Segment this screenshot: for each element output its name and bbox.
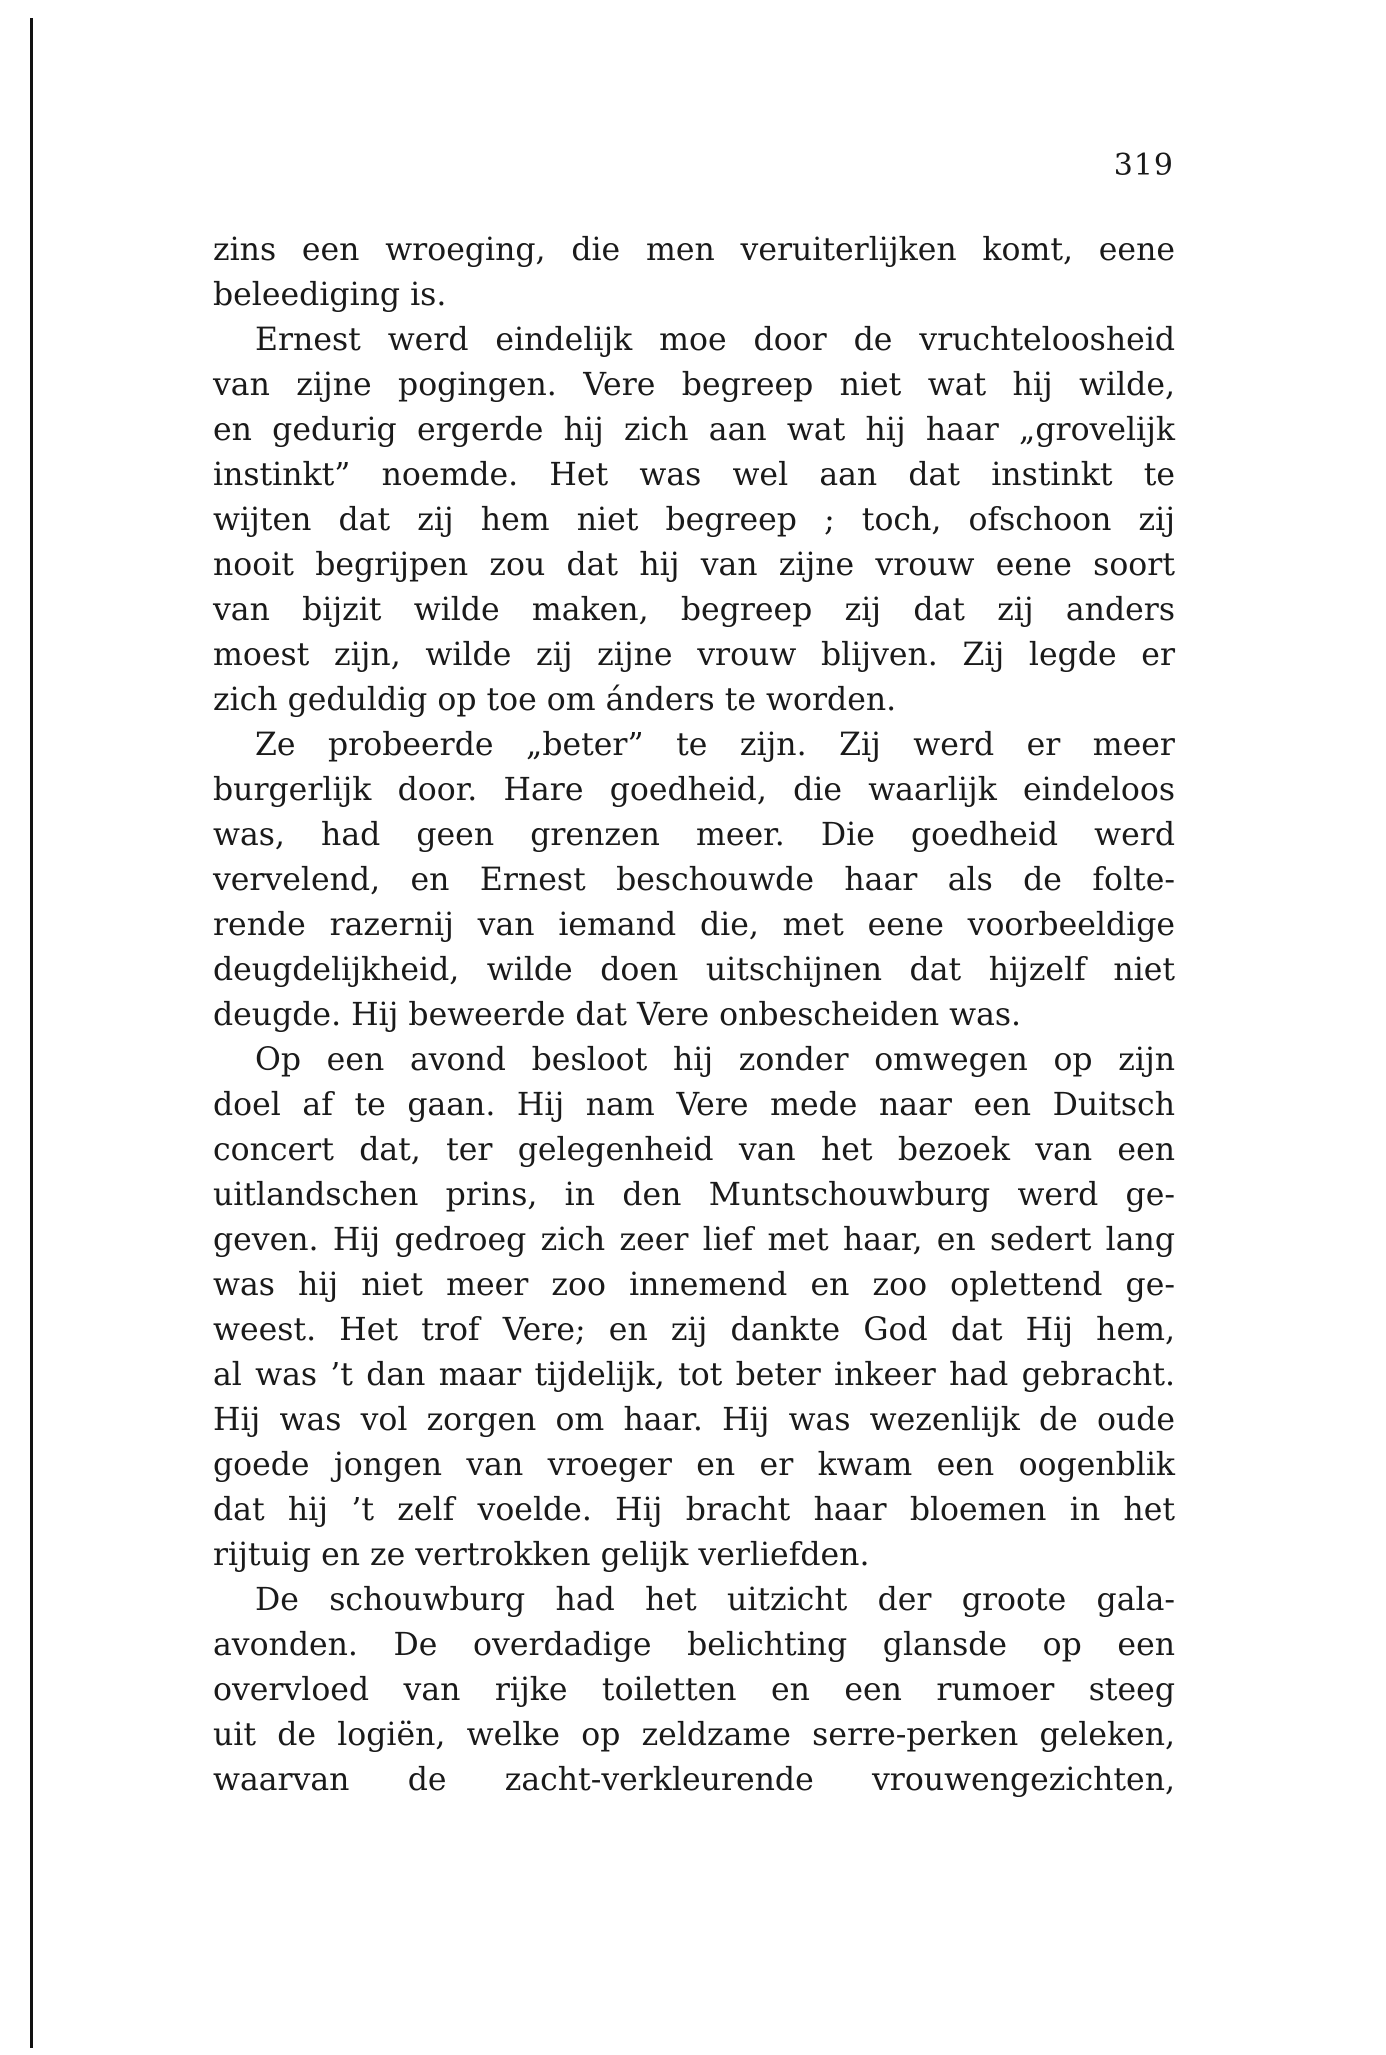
text-line: zins een wroeging, die men veruiterlijken komt, eene [213,232,1175,268]
text-line: deugdelijkheid, wilde doen uitschijnen dat hijzelf niet [213,952,1175,988]
text-line: was, had geen grenzen meer. Die goedheid werd [213,817,1175,853]
text-line: Hij was vol zorgen om haar. Hij was wezenlijk de oude [213,1402,1175,1438]
text-line: al was ’t dan maar tijdelijk, tot beter inkeer had gebracht. [213,1357,1175,1393]
text-line: instinkt” noemde. Het was wel aan dat instinkt te [213,457,1175,493]
page-number: 319 [1113,148,1174,183]
text-line: uitlandschen prins, in den Muntschouwburg werd ge- [213,1177,1175,1213]
text-line: zich geduldig op toe om ánders te worden. [213,682,897,718]
text-line: beleediging is. [213,277,447,313]
text-line: goede jongen van vroeger en er kwam een oogenblik [213,1447,1175,1483]
text-line: wijten dat zij hem niet begreep ; toch, ofschoon zij [213,502,1175,538]
text-line: van bijzit wilde maken, begreep zij dat zij anders [213,592,1175,628]
text-line: overvloed van rijke toiletten en een rumoer steeg [213,1672,1175,1708]
text-line: uit de logiën, welke op zeldzame serre-perken geleken, [213,1717,1175,1753]
text-line: geven. Hij gedroeg zich zeer lief met haar, en sedert lang [213,1222,1175,1258]
text-line: was hij niet meer zoo innemend en zoo oplettend ge- [213,1267,1175,1303]
text-line: en gedurig ergerde hij zich aan wat hij haar „grovelijk [213,412,1175,448]
text-line: rende razernij van iemand die, met eene voorbeeldige [213,907,1175,943]
text-line: waarvan de zacht-verkleurende vrouwengezichten, [213,1762,1175,1798]
text-line: avonden. De overdadige belichting glansde op een [213,1627,1175,1663]
text-line: weest. Het trof Vere; en zij dankte God dat Hij hem, [213,1312,1175,1348]
text-line: De schouwburg had het uitzicht der groote gala- [255,1582,1175,1618]
text-line: doel af te gaan. Hij nam Vere mede naar een Duitsch [213,1087,1175,1123]
text-line: rijtuig en ze vertrokken gelijk verliefden. [213,1537,870,1573]
text-line: deugde. Hij beweerde dat Vere onbescheiden was. [213,997,1022,1033]
binding-edge-line [30,18,33,2048]
text-line: Op een avond besloot hij zonder omwegen op zijn [255,1042,1175,1078]
text-line: Ze probeerde „beter” te zijn. Zij werd er meer [255,727,1175,763]
text-line: burgerlijk door. Hare goedheid, die waarlijk eindeloos [213,772,1175,808]
text-line: Ernest werd eindelijk moe door de vruchteloosheid [255,322,1175,358]
text-line: concert dat, ter gelegenheid van het bezoek van een [213,1132,1175,1168]
body-text [213,228,1175,1803]
text-line: nooit begrijpen zou dat hij van zijne vrouw eene soort [213,547,1175,583]
text-line: moest zijn, wilde zij zijne vrouw blijven. Zij legde er [213,637,1175,673]
text-line: van zijne pogingen. Vere begreep niet wat hij wilde, [213,367,1175,403]
text-line: dat hij ’t zelf voelde. Hij bracht haar bloemen in het [213,1492,1175,1528]
text-line: vervelend, en Ernest beschouwde haar als de folte- [213,862,1175,898]
